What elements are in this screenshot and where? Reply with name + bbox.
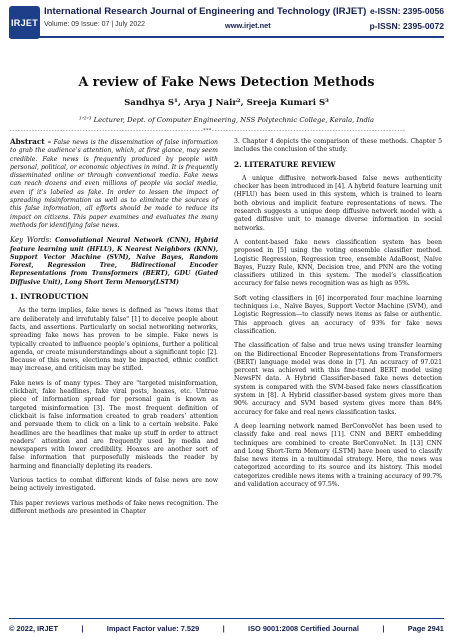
section-separator: ---------------------------------------------------------------------***--------------------------------------------------------------------- — [9, 128, 406, 134]
literature-heading: 2. LITERATURE REVIEW — [234, 159, 336, 169]
affiliation: ¹ʼ²ʼ³ Lecturer, Dept. of Computer Engineering, NSS Polytechnic College, Kerala, India — [78, 116, 375, 124]
authors: Sandhya S¹, Arya J Nair², Sreeja Kumari S³ — [124, 98, 329, 108]
intro-paragraph-1: As the term implies, fake news is defined as "news items that are deliberately and irrefutably false" [1] to deceive people about facts, and assertions. Particularly on social networking networks, spreading fake news has proven to be simple. Fake news is typically created to influence people’s opinions, further a political agenda, or create misunderstandings about a significant topic [2]. Because of this news, elections may be impacted, ethnic conflict may increase, and criticism may be stifled. — [10, 307, 218, 373]
logo-text: IRJET — [10, 17, 38, 28]
keywords-text: Convolutional Neural Network (CNN), Hybrid feature learning unit (HFLU), K Nearest Neighbors (KNN), Support Vector Machine (SVM), Naive Bayes, Random Forest, Regression Tree, Bidirectional Encoder Representations from Transformers (BERT), GDU (Gated Diffusive Unit), Long Short Term Memory(LSTM) — [10, 237, 219, 286]
e-issn: e-ISSN: 2395-0056 — [369, 6, 444, 16]
header-divider — [9, 36, 444, 38]
journal-logo — [9, 6, 40, 39]
keywords-label: Key Words: — [10, 236, 52, 245]
lit-paragraph-4: The classification of false and true news using transfer learning on the Bidirectional Encoder Representations from Transformers (BERT) language model was done in [7]. An accuracy of 97.021 percent was achieved with this fine-tuned BERT model using NewsFN data. A Hybrid Classifier-based fake news detection system is compared with the SVM-based fake news classification system in [8]. A Hybrid classifier-based system gives more than 90% accuracy and SVM based system gives more than 84% accuracy for fake and real news classification tasks. — [234, 342, 442, 416]
left-column — [10, 138, 218, 522]
lit-paragraph-5: A deep learning network named BerConvoNet has been used to classify fake and real news [11]. CNN and BERT embedding techniques are combined to create BerConvoNet. In [13] CNN and Long Short-Term Memory (LSTM) have been used to classify false news items in a multimodal strategy. Here, the news was categorized according to its source and its history. This model categorizes credible news items with a training accuracy of 99.7% and validation accuracy of 97.5%. — [234, 422, 442, 488]
lit-paragraph-3: Soft voting classifiers in [6] incorporated four machine learning techniques i.e., Naïve Bayes, Support Vector Machine (SVM), and Logistic Regression—to classify news items as false or authentic. This approach gives an accuracy of 93% for fake news classification. — [234, 294, 442, 335]
footer-separator-3: | — [382, 624, 385, 633]
right-column — [234, 138, 442, 495]
intro-paragraph-4: This paper reviews various methods of fake news recognition. The different methods are presented in Chapter — [10, 499, 218, 515]
intro-heading: 1. INTRODUCTION — [10, 292, 89, 302]
footer-separator-2: | — [222, 624, 225, 633]
footer-iso: ISO 9001:2008 Certified Journal — [248, 624, 359, 633]
p-issn: p-ISSN: 2395-0072 — [369, 21, 444, 31]
page-footer — [9, 624, 444, 633]
footer-copyright: © 2022, IRJET — [9, 624, 58, 633]
footer-separator-1: | — [81, 624, 84, 633]
lit-paragraph-2: A content-based fake news classification system has been proposed in [5] using the voting ensemble classifier method. Logistic Regression, Regression tree, ensemble AdaBoost, Naïve Bayes, Fuzzy Rule, KNN, Decision tree, and PNN are the voting classifiers utilized in this system. The model’s classification accuracy for false news recognition was as high as 95%. — [234, 238, 442, 288]
volume-issue: Volume: 09 Issue: 07 | July 2022 — [44, 21, 146, 28]
intro-paragraph-3: Various tactics to combat different kinds of false news are now being actively investigated. — [10, 476, 218, 493]
journal-title: International Research Journal of Engineering and Technology (IRJET) — [44, 6, 367, 17]
abstract-text: False news is the dissemination of false information to grab the audience’s attention, which, at first glance, may seem credible. Fake news is frequently produced by people with personal, political, or economic objectives in mind. It is frequently disseminated online or through conventional media. Fake news can reach dozens and even millions of people via social media, even if it’s labeled as fake. In order to lessen the impact of spreading misinformation as well as to eliminate the sources of this false information, all efforts should be made to reduce its impact on citizens. This paper examines and evaluates the many methods for identifying false news. — [10, 139, 218, 229]
lit-paragraph-1: A unique diffusive network-based false news authenticity checker has been introduced in [4]. A hybrid feature learning unit (HFLU) has been used in this system, which is trained to learn both obvious and implicit feature representations of news. The research suggests a unique deep diffusive network model with a gated diffusive unit to manage diverse information in social networks. — [234, 174, 442, 232]
footer-page-number: Page 2941 — [407, 624, 444, 633]
abstract — [10, 138, 218, 230]
paper-title: A review of Fake News Detection Methods — [78, 74, 375, 89]
keywords — [10, 236, 218, 287]
footer-impact-factor: Impact Factor value: 7.529 — [106, 624, 200, 633]
footer-divider — [9, 618, 444, 619]
intro-paragraph-2: Fake news is of many types. They are "targeted misinformation, clickbait, fake headlines, fake viral posts, hoaxes, etc. Untrue piece of information spread for personal gain is known as targeted misinformation [3]. The most frequent definition of clickbait is false information created to grab readers’ attention and persuade them to click on a link to a certain website. Fake headlines are the headlines that make up stuff in order to attract readers’ attention and are frequently used by media and newspapers with lower credibility. Hoaxes are another sort of false information that purposefully misleads the reader by harming and financially depleting its readers. — [10, 379, 218, 470]
intro-paragraph-continued: 3. Chapter 4 depicts the comparison of these methods. Chapter 5 includes the conclusion of the study. — [234, 138, 442, 154]
journal-url[interactable]: www.irjet.net — [225, 21, 271, 30]
abstract-label: Abstract – — [10, 137, 52, 146]
